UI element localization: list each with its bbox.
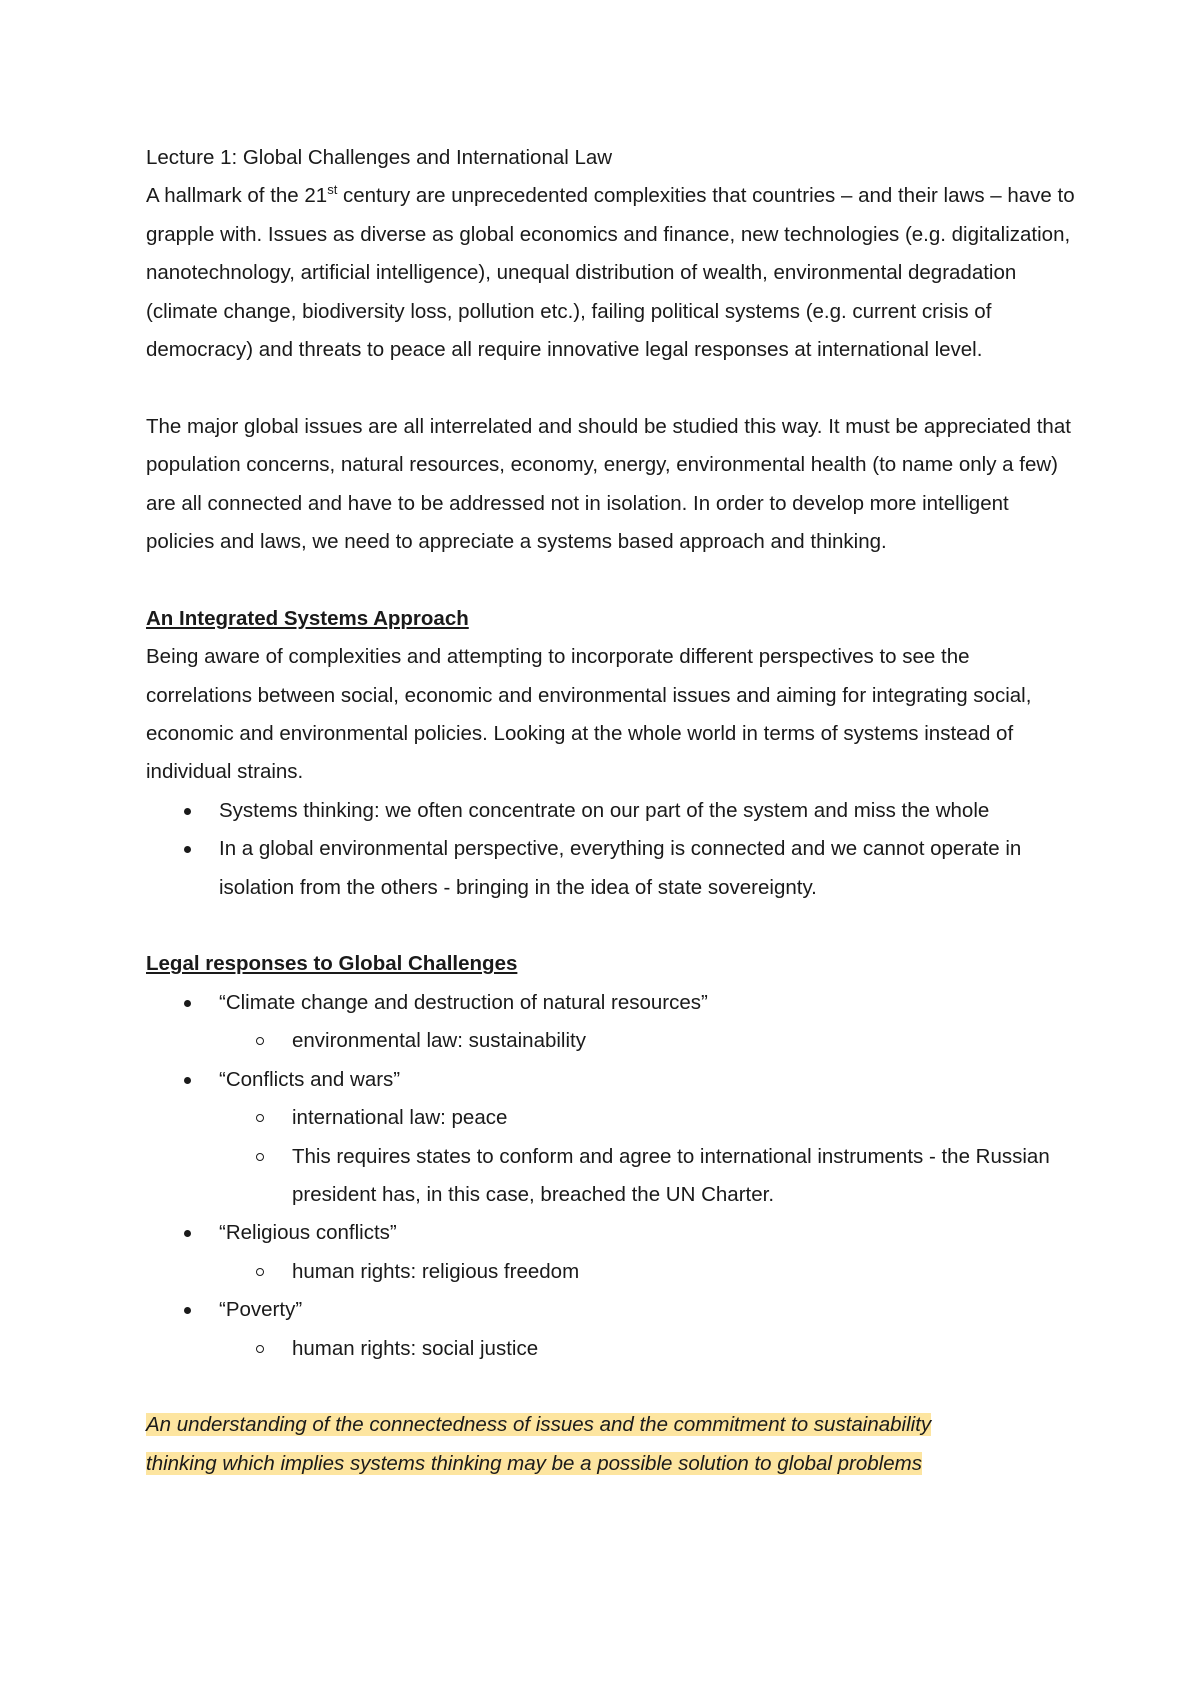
- sub-list: [219, 1253, 1076, 1291]
- list-item: [146, 1061, 1076, 1215]
- section-heading-integrated-systems: An Integrated Systems Approach: [146, 606, 469, 630]
- list-item: [146, 984, 1076, 1061]
- sub-list: [219, 1330, 1076, 1368]
- intro-text-start: A hallmark of the 21: [146, 184, 328, 208]
- bullet-text: “Religious conflicts”: [219, 1214, 1076, 1252]
- integrated-systems-paragraph: Being aware of complexities and attempting to incorporate different perspectives to see the correlations between social, economic and environmental issues and aiming for integrating social, economic and environmental policies. Looking at the whole world in terms of systems instead of individual strains.: [146, 645, 1032, 784]
- section-heading-legal-responses: Legal responses to Global Challenges: [146, 952, 518, 976]
- ordinal-suffix: st: [327, 181, 338, 197]
- bullet-text: “Conflicts and wars”: [219, 1061, 1076, 1099]
- intro-text-rest: century are unprecedented complexities that countries – and their laws – have to grapple with. Issues as diverse as global economics and finance, new technologies (e.g. digitalization, nanotechnology, artificial intelligence), unequal distribution of wealth, environmental degradation (climate change, biodiversity loss, pollution etc.), failing political systems (e.g. current crisis of democracy) and threats to peace all require innovative legal responses at international level.: [146, 184, 1075, 362]
- bullet-text: In a global environmental perspective, everything is connected and we cannot operate in isolation from the others - bringing in the idea of state sovereignty.: [219, 830, 1076, 907]
- sub-list-item: [219, 1253, 1076, 1291]
- bullet-text: “Poverty”: [219, 1291, 1076, 1329]
- list-item: [146, 1291, 1076, 1368]
- intro-paragraph: [146, 177, 1076, 369]
- sub-bullet-text: international law: peace: [292, 1099, 1076, 1137]
- document-page: [146, 139, 1076, 1483]
- paragraph-gap: [146, 1368, 1076, 1406]
- paragraph-gap: [146, 561, 1076, 599]
- sub-list-item: [219, 1138, 1076, 1215]
- sub-list: [219, 1099, 1076, 1214]
- bullet-text: Systems thinking: we often concentrate on our part of the system and miss the whole: [219, 792, 1076, 830]
- list-item: [146, 792, 1076, 830]
- bullet-text: “Climate change and destruction of natural resources”: [219, 984, 1076, 1022]
- sub-list-item: [219, 1022, 1076, 1060]
- integrated-systems-bullets: [146, 792, 1076, 907]
- list-item: [146, 1214, 1076, 1291]
- sub-list-item: [219, 1330, 1076, 1368]
- paragraph-gap: [146, 369, 1076, 407]
- sub-bullet-text: human rights: religious freedom: [292, 1253, 1076, 1291]
- highlighted-conclusion-line-1: An understanding of the connectedness of issues and the commitment to sustainability: [146, 1413, 932, 1437]
- legal-responses-list: [146, 984, 1076, 1368]
- sub-list-item: [219, 1099, 1076, 1137]
- list-item: [146, 830, 1076, 907]
- sub-list: [219, 1022, 1076, 1060]
- conclusion-paragraph: [146, 1406, 1076, 1483]
- sub-bullet-text: human rights: social justice: [292, 1330, 1076, 1368]
- interrelated-paragraph: The major global issues are all interrelated and should be studied this way. It must be appreciated that population concerns, natural resources, economy, energy, environmental health (to name only a few) are all connected and have to be addressed not in isolation. In order to develop more intelligent policies and laws, we need to appreciate a systems based approach and thinking.: [146, 414, 1071, 554]
- paragraph-gap: [146, 907, 1076, 945]
- highlighted-conclusion-line-2: thinking which implies systems thinking may be a possible solution to global problems: [146, 1451, 922, 1475]
- sub-bullet-text: This requires states to conform and agree to international instruments - the Russian president has, in this case, breached the UN Charter.: [292, 1138, 1076, 1215]
- sub-bullet-text: environmental law: sustainability: [292, 1022, 1076, 1060]
- lecture-title: Lecture 1: Global Challenges and International Law: [146, 146, 613, 169]
